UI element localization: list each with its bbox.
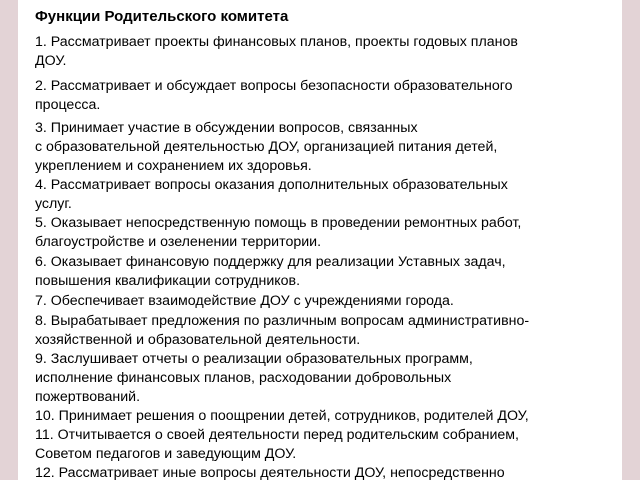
text-line: 6. Оказывает финансовую поддержку для реализации Уставных задач, [35, 254, 506, 270]
text-line: повышения квалификации сотрудников. [35, 273, 301, 289]
text-line: 10. Принимает решения о поощрении детей, сотрудников, родителей ДОУ, [35, 408, 529, 424]
text-line: 5. Оказывает непосредственную помощь в проведении ремонтных работ, [35, 215, 522, 231]
text-line: процесса. [35, 97, 101, 113]
text-line: 9. Заслушивает отчеты о реализации образовательных программ, [35, 351, 473, 367]
text-line: укреплением и сохранением их здоровья. [35, 158, 312, 174]
text-line: 1. Рассматривает проекты финансовых планов, проекты годовых планов [35, 34, 518, 50]
text-line: ДОУ. [35, 53, 67, 69]
slide-title: Функции Родительского комитета [35, 8, 289, 25]
text-line: хозяйственной и образовательной деятельности. [35, 332, 361, 348]
text-line: Советом педагогов и заведующим ДОУ. [35, 446, 297, 462]
text-line: 11. Отчитывается о своей деятельности перед родительским собранием, [35, 427, 519, 443]
text-line: 4. Рассматривает вопросы оказания дополнительных образовательных [35, 177, 508, 193]
slide [18, 0, 622, 480]
text-line: 7. Обеспечивает взаимодействие ДОУ с учреждениями города. [35, 293, 454, 309]
text-line: услуг. [35, 196, 72, 212]
text-line: благоустройстве и озеленении территории. [35, 234, 322, 250]
text-line: 12. Рассматривает иные вопросы деятельности ДОУ, непосредственно [35, 465, 505, 480]
text-line: 2. Рассматривает и обсуждает вопросы безопасности образовательного [35, 78, 513, 94]
text-line: 3. Принимает участие в обсуждении вопросов, связанных [35, 120, 418, 136]
text-line: 8. Вырабатывает предложения по различным вопросам административно- [35, 313, 530, 329]
text-line: исполнение финансовых планов, расходовании добровольных [35, 370, 452, 386]
text-line: пожертвований. [35, 389, 141, 405]
text-line: с образовательной деятельностью ДОУ, организацией питания детей, [35, 139, 498, 155]
